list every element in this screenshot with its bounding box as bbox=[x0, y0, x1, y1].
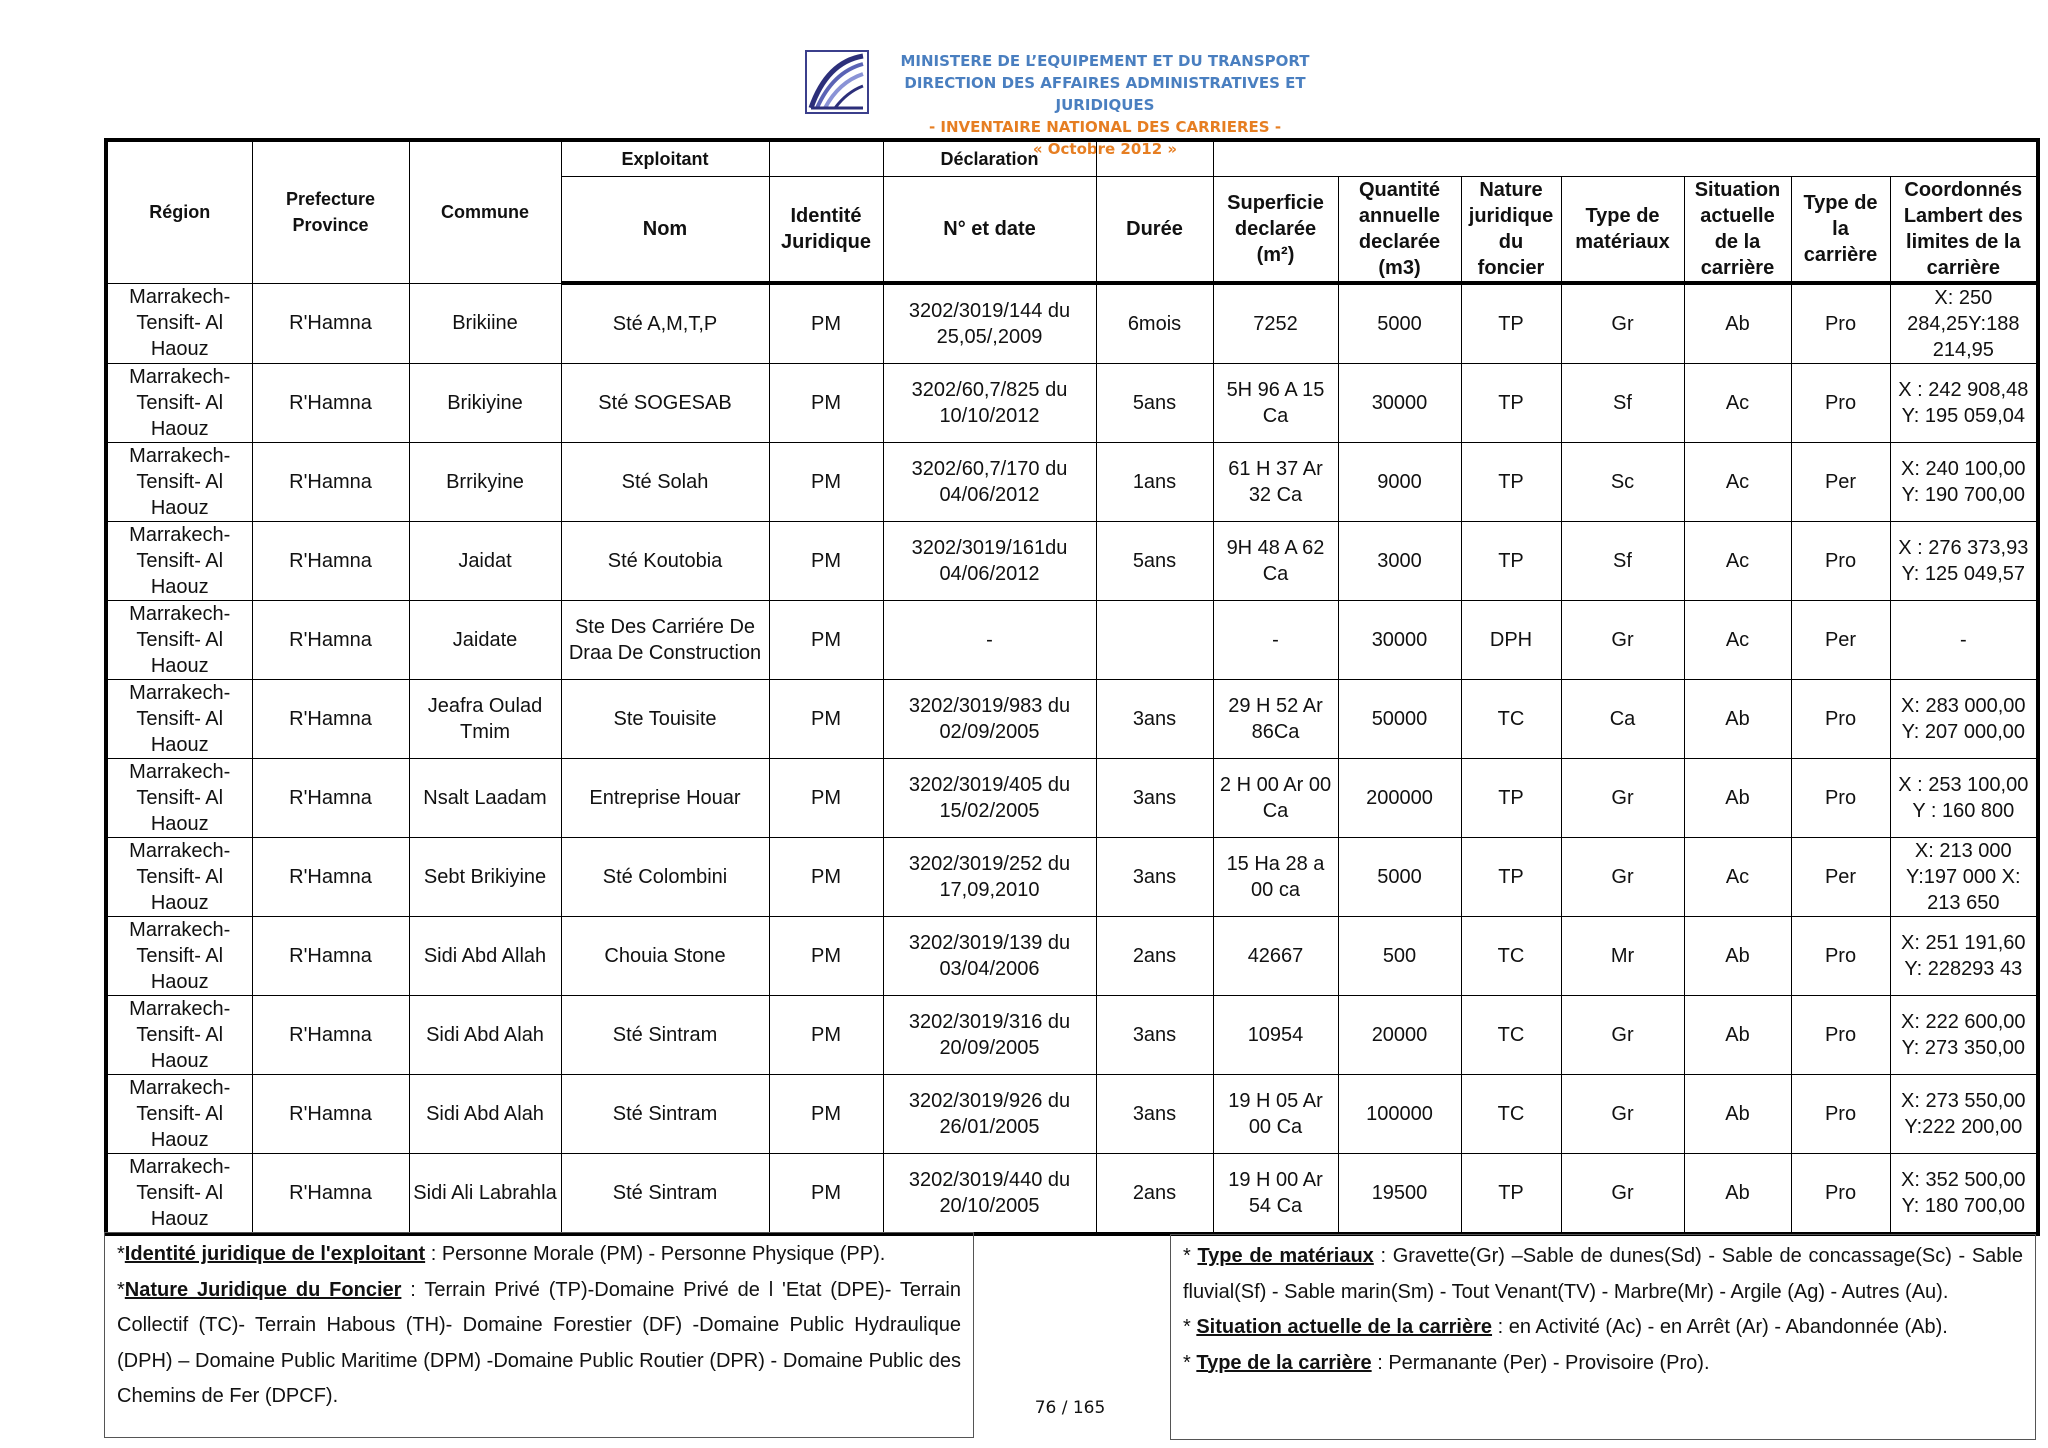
cell-coordonnees: X : 276 373,93 Y: 125 049,57 bbox=[1890, 522, 2038, 601]
cell-nom: Sté Solah bbox=[561, 443, 769, 522]
cell-duree: 5ans bbox=[1096, 364, 1213, 443]
legend-nature: *Nature Juridique du Foncier : Terrain Privé (TP)-Domaine Privé de l 'Etat (DPE)- Terrain Collectif (TC)- Terrain Habous (TH)- Domaine Forestier (DF) -Domaine Public Hydraulique (DPH) – Domaine Public Maritime (DPM) -Domaine Public Routier (DPR) - Domaine Public des Chemins de Fer (DPCF). bbox=[117, 1278, 961, 1407]
col-header-identite: Identité Juridique bbox=[769, 177, 883, 284]
cell-prefecture: R'Hamna bbox=[252, 1075, 409, 1154]
cell-situation: Ac bbox=[1684, 838, 1791, 917]
cell-type-carriere: Pro bbox=[1791, 1075, 1890, 1154]
cell-quantite: 500 bbox=[1338, 917, 1461, 996]
cell-identite: PM bbox=[769, 283, 883, 364]
cell-situation: Ab bbox=[1684, 996, 1791, 1075]
cell-region: Marrakech-Tensift- Al Haouz bbox=[106, 680, 252, 759]
header-date: « Octobre 2012 » bbox=[1032, 140, 1178, 158]
cell-numero-date: - bbox=[883, 601, 1096, 680]
table-row bbox=[106, 443, 2038, 522]
legend-situation: * Situation actuelle de la carrière : en Activité (Ac) - en Arrêt (Ar) - Abandonnée (Ab). bbox=[1183, 1316, 1948, 1338]
cell-region: Marrakech-Tensift- Al Haouz bbox=[106, 996, 252, 1075]
cell-nature-juridique: TP bbox=[1461, 283, 1561, 364]
cell-identite: PM bbox=[769, 364, 883, 443]
cell-nature-juridique: TP bbox=[1461, 364, 1561, 443]
cell-coordonnees: X: 283 000,00 Y: 207 000,00 bbox=[1890, 680, 2038, 759]
cell-type-materiaux: Ca bbox=[1561, 680, 1684, 759]
cell-prefecture: R'Hamna bbox=[252, 364, 409, 443]
cell-coordonnees: X : 253 100,00 Y : 160 800 bbox=[1890, 759, 2038, 838]
legend-identite: *Identité juridique de l'exploitant : Personne Morale (PM) - Personne Physique (PP). bbox=[117, 1243, 886, 1265]
cell-identite: PM bbox=[769, 522, 883, 601]
legend-type-text: : Permanante (Per) - Provisoire (Pro). bbox=[1377, 1351, 1710, 1374]
cell-coordonnees: X: 250 284,25Y:188 214,95 bbox=[1890, 283, 2038, 364]
cell-duree: 3ans bbox=[1096, 1075, 1213, 1154]
cell-numero-date: 3202/60,7/825 du 10/10/2012 bbox=[883, 364, 1096, 443]
col-header-nature-juridique: Nature juridique du foncier bbox=[1461, 177, 1561, 284]
cell-commune: Jeafra Oulad Tmim bbox=[409, 680, 561, 759]
col-header-type-carriere: Type de la carrière bbox=[1791, 177, 1890, 284]
cell-nature-juridique: TP bbox=[1461, 759, 1561, 838]
cell-identite: PM bbox=[769, 601, 883, 680]
header-ministry: MINISTERE DE L’EQUIPEMENT ET DU TRANSPORT bbox=[900, 52, 1310, 70]
legend-nature-text: : Terrain Privé (TP)-Domaine Privé de l 'Etat (DPE)- Terrain Collectif (TC)- Terrain Habous (TH)- Domaine Forestier (DF) -Domaine Public Hydraulique (DPH) – Domaine Public Maritime (DPM) -Domaine Public Routier (DPR) - Domaine Public des Chemins de Fer (DPCF). bbox=[117, 1278, 961, 1407]
cell-quantite: 5000 bbox=[1338, 283, 1461, 364]
cell-coordonnees: X: 251 191,60 Y: 228293 43 bbox=[1890, 917, 2038, 996]
cell-nom: Ste Touisite bbox=[561, 680, 769, 759]
cell-superficie: 19 H 05 Ar 00 Ca bbox=[1213, 1075, 1338, 1154]
legend-type-title: Type de la carrière bbox=[1196, 1351, 1372, 1374]
cell-identite: PM bbox=[769, 1154, 883, 1235]
cell-coordonnees: X: 352 500,00 Y: 180 700,00 bbox=[1890, 1154, 2038, 1235]
table-row bbox=[106, 759, 2038, 838]
cell-duree bbox=[1096, 601, 1213, 680]
table-row bbox=[106, 601, 2038, 680]
cell-coordonnees: - bbox=[1890, 601, 2038, 680]
cell-prefecture: R'Hamna bbox=[252, 838, 409, 917]
cell-coordonnees: X: 213 000 Y:197 000 X: 213 650 bbox=[1890, 838, 2038, 917]
cell-prefecture: R'Hamna bbox=[252, 996, 409, 1075]
cell-type-carriere: Pro bbox=[1791, 364, 1890, 443]
header-direction: DIRECTION DES AFFAIRES ADMINISTRATIVES ET JURIDIQUES bbox=[904, 74, 1306, 114]
cell-nom: Sté A,M,T,P bbox=[561, 283, 769, 364]
cell-numero-date: 3202/3019/252 du 17,09,2010 bbox=[883, 838, 1096, 917]
cell-commune: Nsalt Laadam bbox=[409, 759, 561, 838]
col-header-duree: Durée bbox=[1096, 177, 1213, 284]
cell-prefecture: R'Hamna bbox=[252, 1154, 409, 1235]
legend-right bbox=[1170, 1234, 2036, 1440]
cell-commune: Brrikyine bbox=[409, 443, 561, 522]
table-row bbox=[106, 1075, 2038, 1154]
ministry-logo bbox=[805, 50, 869, 114]
legend-type-carriere: * Type de la carrière : Permanante (Per) - Provisoire (Pro). bbox=[1183, 1351, 1710, 1374]
col-header-quantite: Quantité annuelle declarée (m3) bbox=[1338, 177, 1461, 284]
cell-prefecture: R'Hamna bbox=[252, 759, 409, 838]
cell-identite: PM bbox=[769, 917, 883, 996]
cell-duree: 2ans bbox=[1096, 1154, 1213, 1235]
cell-superficie: - bbox=[1213, 601, 1338, 680]
cell-nom: Sté Sintram bbox=[561, 996, 769, 1075]
cell-situation: Ac bbox=[1684, 364, 1791, 443]
cell-type-carriere: Per bbox=[1791, 601, 1890, 680]
cell-nom: Sté SOGESAB bbox=[561, 364, 769, 443]
cell-nom: Chouia Stone bbox=[561, 917, 769, 996]
legend-situation-text: : en Activité (Ac) - en Arrêt (Ar) - Abandonnée (Ab). bbox=[1497, 1316, 1948, 1338]
legend-situation-title: Situation actuelle de la carrière bbox=[1196, 1316, 1493, 1338]
col-header-commune: Commune bbox=[409, 140, 561, 283]
cell-situation: Ab bbox=[1684, 283, 1791, 364]
cell-nature-juridique: TP bbox=[1461, 522, 1561, 601]
col-header-superficie: Superficie declarée (m²) bbox=[1213, 177, 1338, 284]
cell-quantite: 30000 bbox=[1338, 601, 1461, 680]
cell-coordonnees: X : 242 908,48 Y: 195 059,04 bbox=[1890, 364, 2038, 443]
legend-identite-title: Identité juridique de l'exploitant bbox=[124, 1243, 426, 1265]
cell-commune: Sidi Abd Allah bbox=[409, 917, 561, 996]
cell-type-materiaux: Gr bbox=[1561, 838, 1684, 917]
cell-nom: Ste Des Carriére De Draa De Construction bbox=[561, 601, 769, 680]
cell-quantite: 50000 bbox=[1338, 680, 1461, 759]
cell-quantite: 20000 bbox=[1338, 996, 1461, 1075]
legend-materiaux-title: Type de matériaux bbox=[1197, 1245, 1374, 1267]
header-inventory-title: - INVENTAIRE NATIONAL DES CARRIERES - bbox=[928, 118, 1282, 136]
cell-numero-date: 3202/3019/144 du 25,05/,2009 bbox=[883, 283, 1096, 364]
cell-type-materiaux: Gr bbox=[1561, 1075, 1684, 1154]
cell-identite: PM bbox=[769, 443, 883, 522]
col-header-type-materiaux: Type de matériaux bbox=[1561, 177, 1684, 284]
cell-superficie: 7252 bbox=[1213, 283, 1338, 364]
cell-region: Marrakech-Tensift- Al Haouz bbox=[106, 1075, 252, 1154]
cell-nom: Sté Sintram bbox=[561, 1075, 769, 1154]
cell-region: Marrakech-Tensift- Al Haouz bbox=[106, 522, 252, 601]
cell-prefecture: R'Hamna bbox=[252, 917, 409, 996]
cell-superficie: 2 H 00 Ar 00 Ca bbox=[1213, 759, 1338, 838]
cell-type-carriere: Pro bbox=[1791, 680, 1890, 759]
page-number: 76 / 165 bbox=[1034, 1398, 1106, 1418]
cell-prefecture: R'Hamna bbox=[252, 601, 409, 680]
cell-situation: Ab bbox=[1684, 1154, 1791, 1235]
cell-situation: Ab bbox=[1684, 1075, 1791, 1154]
cell-numero-date: 3202/3019/405 du 15/02/2005 bbox=[883, 759, 1096, 838]
cell-commune: Brikiyine bbox=[409, 364, 561, 443]
cell-type-carriere: Per bbox=[1791, 443, 1890, 522]
cell-quantite: 100000 bbox=[1338, 1075, 1461, 1154]
table-row bbox=[106, 283, 2038, 364]
cell-region: Marrakech-Tensift- Al Haouz bbox=[106, 443, 252, 522]
cell-region: Marrakech-Tensift- Al Haouz bbox=[106, 917, 252, 996]
cell-region: Marrakech-Tensift- Al Haouz bbox=[106, 601, 252, 680]
cell-region: Marrakech-Tensift- Al Haouz bbox=[106, 838, 252, 917]
cell-type-materiaux: Gr bbox=[1561, 759, 1684, 838]
cell-situation: Ab bbox=[1684, 917, 1791, 996]
cell-nature-juridique: TC bbox=[1461, 1075, 1561, 1154]
cell-duree: 5ans bbox=[1096, 522, 1213, 601]
table-row bbox=[106, 996, 2038, 1075]
cell-quantite: 3000 bbox=[1338, 522, 1461, 601]
legend-materiaux-text: : Gravette(Gr) –Sable de dunes(Sd) - Sable de concassage(Sc) - Sable fluvial(Sf) - Sable marin(Sm) - Tout Venant(TV) - Marbre(Mr) - Argile (Ag) - Autres (Au). bbox=[1183, 1245, 2023, 1303]
col-header-prefecture: Prefecture Province bbox=[252, 140, 409, 283]
cell-type-carriere: Pro bbox=[1791, 283, 1890, 364]
cell-duree: 1ans bbox=[1096, 443, 1213, 522]
cell-type-carriere: Pro bbox=[1791, 522, 1890, 601]
cell-quantite: 9000 bbox=[1338, 443, 1461, 522]
cell-nature-juridique: TP bbox=[1461, 443, 1561, 522]
group-header-declaration: Déclaration bbox=[883, 140, 1096, 177]
cell-nature-juridique: TP bbox=[1461, 838, 1561, 917]
cell-type-materiaux: Gr bbox=[1561, 283, 1684, 364]
cell-situation: Ab bbox=[1684, 759, 1791, 838]
table-row bbox=[106, 680, 2038, 759]
cell-duree: 2ans bbox=[1096, 917, 1213, 996]
cell-quantite: 19500 bbox=[1338, 1154, 1461, 1235]
cell-commune: Brikiine bbox=[409, 283, 561, 364]
cell-duree: 3ans bbox=[1096, 759, 1213, 838]
group-header-empty bbox=[769, 140, 883, 177]
ministry-logo-icon bbox=[807, 52, 867, 112]
table-row bbox=[106, 917, 2038, 996]
cell-nom: Sté Sintram bbox=[561, 1154, 769, 1235]
cell-identite: PM bbox=[769, 1075, 883, 1154]
cell-type-materiaux: Sf bbox=[1561, 364, 1684, 443]
cell-commune: Sidi Abd Alah bbox=[409, 996, 561, 1075]
cell-quantite: 30000 bbox=[1338, 364, 1461, 443]
cell-nom: Sté Colombini bbox=[561, 838, 769, 917]
legend-left bbox=[104, 1232, 974, 1438]
cell-commune: Sidi Abd Alah bbox=[409, 1075, 561, 1154]
cell-type-carriere: Pro bbox=[1791, 759, 1890, 838]
cell-region: Marrakech-Tensift- Al Haouz bbox=[106, 759, 252, 838]
cell-nom: Sté Koutobia bbox=[561, 522, 769, 601]
cell-region: Marrakech-Tensift- Al Haouz bbox=[106, 364, 252, 443]
cell-numero-date: 3202/3019/440 du 20/10/2005 bbox=[883, 1154, 1096, 1235]
cell-commune: Sebt Brikiyine bbox=[409, 838, 561, 917]
cell-numero-date: 3202/3019/161du 04/06/2012 bbox=[883, 522, 1096, 601]
cell-type-carriere: Pro bbox=[1791, 996, 1890, 1075]
col-header-situation: Situation actuelle de la carrière bbox=[1684, 177, 1791, 284]
cell-numero-date: 3202/3019/983 du 02/09/2005 bbox=[883, 680, 1096, 759]
cell-prefecture: R'Hamna bbox=[252, 680, 409, 759]
cell-superficie: 61 H 37 Ar 32 Ca bbox=[1213, 443, 1338, 522]
cell-nom: Entreprise Houar bbox=[561, 759, 769, 838]
cell-superficie: 10954 bbox=[1213, 996, 1338, 1075]
cell-type-materiaux: Mr bbox=[1561, 917, 1684, 996]
cell-situation: Ac bbox=[1684, 522, 1791, 601]
col-header-coordonnees: Coordonnés Lambert des limites de la carrière bbox=[1890, 177, 2038, 284]
cell-nature-juridique: TC bbox=[1461, 996, 1561, 1075]
cell-type-materiaux: Gr bbox=[1561, 996, 1684, 1075]
group-header-empty bbox=[1096, 140, 1213, 177]
cell-commune: Sidi Ali Labrahla bbox=[409, 1154, 561, 1235]
cell-superficie: 29 H 52 Ar 86Ca bbox=[1213, 680, 1338, 759]
cell-situation: Ac bbox=[1684, 443, 1791, 522]
cell-nature-juridique: TP bbox=[1461, 1154, 1561, 1235]
table-row bbox=[106, 838, 2038, 917]
cell-duree: 6mois bbox=[1096, 283, 1213, 364]
cell-identite: PM bbox=[769, 680, 883, 759]
cell-type-carriere: Pro bbox=[1791, 1154, 1890, 1235]
cell-commune: Jaidate bbox=[409, 601, 561, 680]
cell-quantite: 200000 bbox=[1338, 759, 1461, 838]
table-row bbox=[106, 1154, 2038, 1235]
cell-prefecture: R'Hamna bbox=[252, 283, 409, 364]
cell-superficie: 5H 96 A 15 Ca bbox=[1213, 364, 1338, 443]
group-header-exploitant: Exploitant bbox=[561, 140, 769, 177]
cell-type-materiaux: Gr bbox=[1561, 601, 1684, 680]
cell-nature-juridique: TC bbox=[1461, 680, 1561, 759]
legend-materiaux: * Type de matériaux : Gravette(Gr) –Sable de dunes(Sd) - Sable de concassage(Sc) - Sable fluvial(Sf) - Sable marin(Sm) - Tout Venant(TV) - Marbre(Mr) - Argile (Ag) - Autres (Au). bbox=[1183, 1245, 2023, 1303]
cell-situation: Ab bbox=[1684, 680, 1791, 759]
cell-type-carriere: Pro bbox=[1791, 917, 1890, 996]
cell-duree: 3ans bbox=[1096, 996, 1213, 1075]
cell-situation: Ac bbox=[1684, 601, 1791, 680]
cell-superficie: 9H 48 A 62 Ca bbox=[1213, 522, 1338, 601]
table-body bbox=[106, 283, 2038, 1234]
cell-nature-juridique: DPH bbox=[1461, 601, 1561, 680]
cell-region: Marrakech-Tensift- Al Haouz bbox=[106, 283, 252, 364]
cell-superficie: 19 H 00 Ar 54 Ca bbox=[1213, 1154, 1338, 1235]
cell-quantite: 5000 bbox=[1338, 838, 1461, 917]
cell-coordonnees: X: 240 100,00 Y: 190 700,00 bbox=[1890, 443, 2038, 522]
cell-type-materiaux: Gr bbox=[1561, 1154, 1684, 1235]
col-header-nom: Nom bbox=[561, 177, 769, 284]
legend-identite-text: : Personne Morale (PM) - Personne Physique (PP). bbox=[430, 1243, 886, 1265]
quarry-inventory-table bbox=[104, 138, 2040, 1236]
cell-numero-date: 3202/60,7/170 du 04/06/2012 bbox=[883, 443, 1096, 522]
cell-numero-date: 3202/3019/139 du 03/04/2006 bbox=[883, 917, 1096, 996]
group-header-empty bbox=[1213, 140, 2038, 177]
cell-duree: 3ans bbox=[1096, 680, 1213, 759]
cell-numero-date: 3202/3019/316 du 20/09/2005 bbox=[883, 996, 1096, 1075]
cell-numero-date: 3202/3019/926 du 26/01/2005 bbox=[883, 1075, 1096, 1154]
col-header-numero-date: N° et date bbox=[883, 177, 1096, 284]
table-group-header-row bbox=[106, 140, 2038, 177]
cell-prefecture: R'Hamna bbox=[252, 522, 409, 601]
cell-type-materiaux: Sf bbox=[1561, 522, 1684, 601]
cell-prefecture: R'Hamna bbox=[252, 443, 409, 522]
cell-type-carriere: Per bbox=[1791, 838, 1890, 917]
cell-coordonnees: X: 273 550,00 Y:222 200,00 bbox=[1890, 1075, 2038, 1154]
cell-region: Marrakech-Tensift- Al Haouz bbox=[106, 1154, 252, 1235]
cell-identite: PM bbox=[769, 759, 883, 838]
cell-coordonnees: X: 222 600,00 Y: 273 350,00 bbox=[1890, 996, 2038, 1075]
table-row bbox=[106, 364, 2038, 443]
cell-superficie: 15 Ha 28 a 00 ca bbox=[1213, 838, 1338, 917]
legend-nature-title: Nature Juridique du Foncier bbox=[124, 1278, 402, 1301]
cell-duree: 3ans bbox=[1096, 838, 1213, 917]
cell-identite: PM bbox=[769, 996, 883, 1075]
cell-superficie: 42667 bbox=[1213, 917, 1338, 996]
table-row bbox=[106, 522, 2038, 601]
cell-commune: Jaidat bbox=[409, 522, 561, 601]
cell-type-materiaux: Sc bbox=[1561, 443, 1684, 522]
col-header-region: Région bbox=[106, 140, 252, 283]
cell-nature-juridique: TC bbox=[1461, 917, 1561, 996]
cell-identite: PM bbox=[769, 838, 883, 917]
